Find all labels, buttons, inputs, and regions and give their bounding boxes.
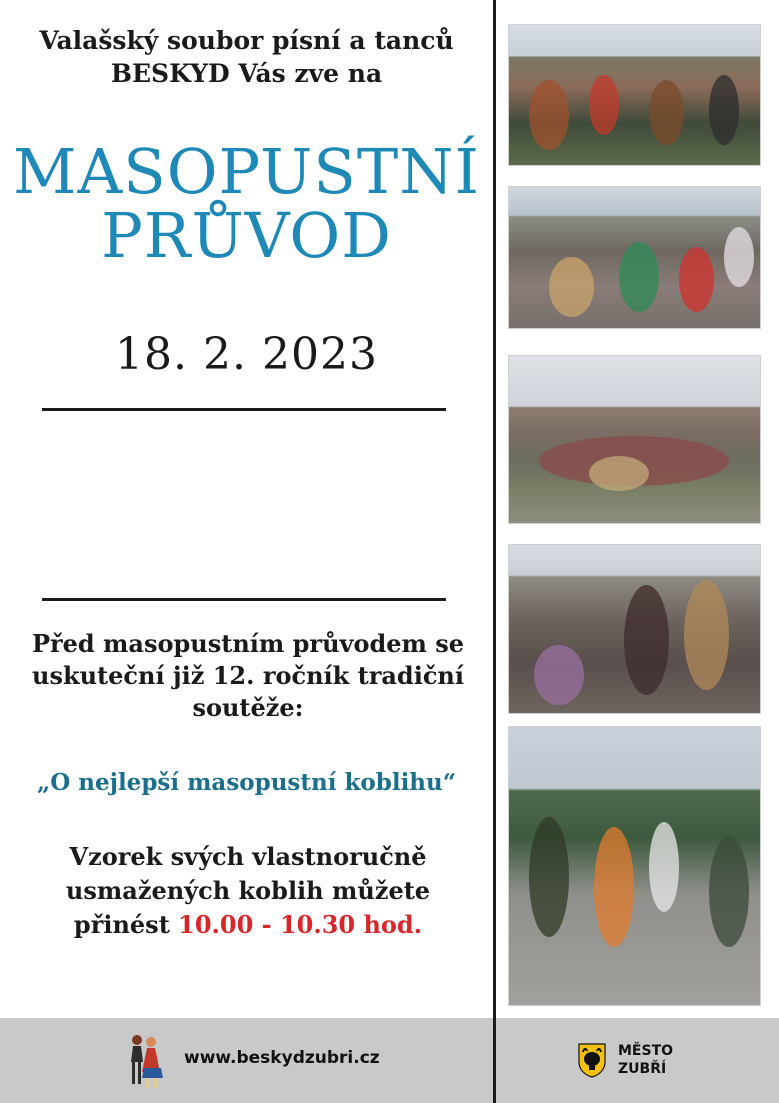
info-line-2: uskuteční již 12. ročník tradiční <box>32 661 464 690</box>
intro-line-1: Valašský soubor písní a tanců <box>39 26 454 55</box>
info-line-1: Před masopustním průvodem se <box>31 629 465 658</box>
parade-photo-5 <box>508 726 761 1006</box>
sample-line-2: usmažených koblih můžete <box>65 876 431 905</box>
town-line-1: MĚSTO <box>618 1043 674 1059</box>
town-line-2: ZUBŘÍ <box>618 1061 667 1077</box>
sample-prefix: přinést <box>73 910 179 939</box>
website-link[interactable]: www.beskydzubri.cz <box>184 1048 380 1068</box>
contest-name: „O nejlepší masopustní koblihu“ <box>37 769 456 796</box>
horizontal-rule-bottom <box>42 598 446 601</box>
intro-line-2: BESKYD Vás zve na <box>110 59 383 88</box>
footer-divider <box>493 1018 496 1103</box>
event-date: 18. 2. 2023 <box>115 329 378 380</box>
parade-photo-3 <box>508 355 761 524</box>
parade-photo-4 <box>508 544 761 714</box>
sample-line-1: Vzorek svých vlastnoručně <box>69 842 427 871</box>
intro-text <box>0 24 493 90</box>
horizontal-rule-top <box>42 408 446 411</box>
title-line-2: PRŮVOD <box>101 199 392 272</box>
info-text <box>20 628 476 724</box>
parade-photo-2 <box>508 186 761 329</box>
town-name <box>618 1042 673 1078</box>
dancers-logo-icon <box>124 1032 164 1090</box>
sample-time: 10.00 - 10.30 hod. <box>178 910 423 939</box>
parade-photo-1 <box>508 24 761 166</box>
info-line-3: soutěže: <box>192 693 304 722</box>
event-title <box>0 135 493 272</box>
sample-line-3 <box>20 908 476 942</box>
footer-bar <box>0 1018 779 1103</box>
bison-crest-icon <box>577 1042 607 1078</box>
title-line-1: MASOPUSTNÍ <box>12 135 480 208</box>
vertical-divider <box>493 0 496 1103</box>
sample-text <box>20 840 476 942</box>
